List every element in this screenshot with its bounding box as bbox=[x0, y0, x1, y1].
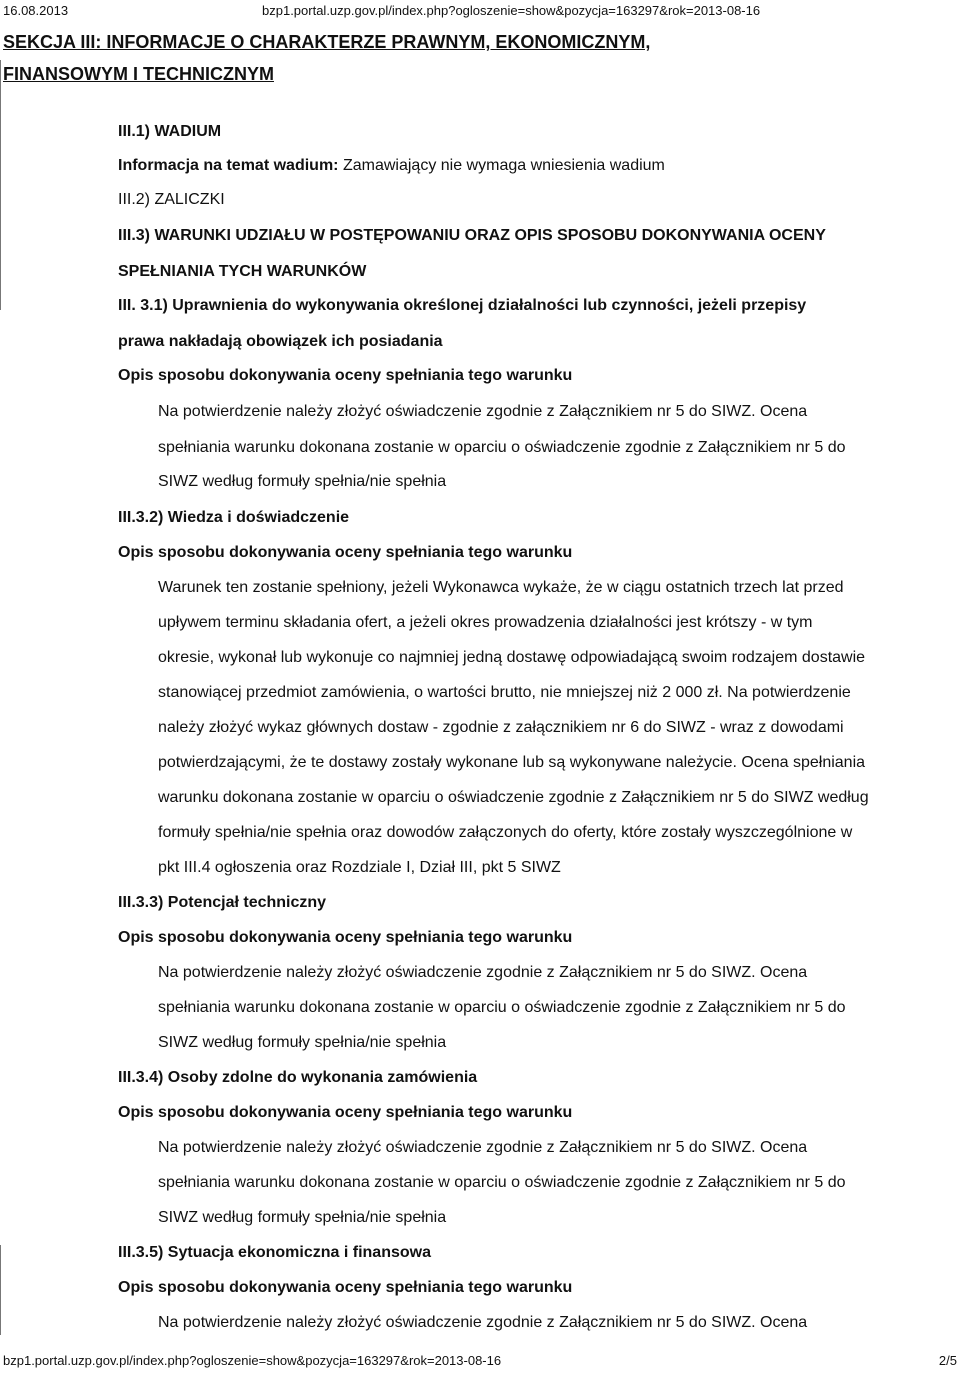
paragraph-line: pkt III.4 ogłoszenia oraz Rozdziale I, Dział III, pkt 5 SIWZ bbox=[158, 859, 561, 876]
paragraph-line: warunku dokonana zostanie w oparciu o oświadczenie zgodnie z Załącznikiem nr 5 do SIWZ według bbox=[158, 789, 869, 806]
paragraph-line: spełniania warunku dokonana zostanie w oparciu o oświadczenie zgodnie z Załącznikiem nr 5 do bbox=[158, 1174, 846, 1191]
paragraph-line: okresie, wykonał lub wykonuje co najmniej jedną dostawę odpowiadającą swoim rodzajem dostawie bbox=[158, 649, 866, 666]
paragraph-line: formuły spełnia/nie spełnia oraz dowodów załączonych do oferty, które zostały wyszczególnione w bbox=[158, 824, 853, 841]
paragraph-line: należy złożyć wykaz głównych dostaw - zgodnie z załącznikiem nr 6 do SIWZ - wraz z dowodami bbox=[158, 719, 844, 736]
paragraph-line: SIWZ według formuły spełnia/nie spełnia bbox=[158, 1034, 447, 1051]
heading-zaliczki: III.2) ZALICZKI bbox=[118, 191, 225, 208]
paragraph-line: Na potwierdzenie należy złożyć oświadczenie zgodnie z Załącznikiem nr 5 do SIWZ. Ocena bbox=[158, 964, 808, 981]
left-margin-rule bbox=[0, 60, 1, 310]
heading-warunki: III.3) WARUNKI UDZIAŁU W POSTĘPOWANIU ORAZ OPIS SPOSOBU DOKONYWANIA OCENY bbox=[118, 227, 826, 244]
page-number: 2/5 bbox=[938, 1353, 957, 1368]
wadium-info bbox=[118, 156, 665, 176]
section-title: SEKCJA III: INFORMACJE O CHARAKTERZE PRAWNYM, EKONOMICZNYM, bbox=[3, 32, 651, 52]
paragraph-line: Na potwierdzenie należy złożyć oświadczenie zgodnie z Załącznikiem nr 5 do SIWZ. Ocena bbox=[158, 403, 808, 420]
paragraph-line: spełniania warunku dokonana zostanie w oparciu o oświadczenie zgodnie z Załącznikiem nr 5 do bbox=[158, 999, 846, 1016]
opis-label: Opis sposobu dokonywania oceny spełniania tego warunku bbox=[118, 1104, 573, 1121]
paragraph-line: potwierdzającymi, że te dostawy zostały wykonane lub są wykonywane należycie. Ocena spełniania bbox=[158, 754, 866, 771]
heading-warunki-cont: SPEŁNIANIA TYCH WARUNKÓW bbox=[118, 263, 367, 280]
heading-3-4: III.3.4) Osoby zdolne do wykonania zamówienia bbox=[118, 1069, 478, 1086]
paragraph-line: SIWZ według formuły spełnia/nie spełnia bbox=[158, 1209, 447, 1226]
opis-label: Opis sposobu dokonywania oceny spełniania tego warunku bbox=[118, 929, 573, 946]
wadium-info-value: Zamawiający nie wymaga wniesienia wadium bbox=[342, 157, 665, 174]
paragraph-line: Warunek ten zostanie spełniony, jeżeli Wykonawca wykaże, że w ciągu ostatnich trzech lat przed bbox=[158, 579, 844, 596]
paragraph-line: stanowiącej przedmiot zamówienia, o wartości brutto, nie mniejszej niż 2 000 zł. Na potwierdzenie bbox=[158, 684, 851, 701]
paragraph-line: SIWZ według formuły spełnia/nie spełnia bbox=[158, 473, 447, 490]
section-title-cont: FINANSOWYM I TECHNICZNYM bbox=[3, 64, 274, 84]
paragraph-line: Na potwierdzenie należy złożyć oświadczenie zgodnie z Załącznikiem nr 5 do SIWZ. Ocena bbox=[158, 1139, 808, 1156]
heading-3-1: III. 3.1) Uprawnienia do wykonywania określonej działalności lub czynności, jeżeli przepisy bbox=[118, 297, 807, 314]
footer-url: bzp1.portal.uzp.gov.pl/index.php?ogloszenie=show&pozycja=163297&rok=2013-08-16 bbox=[3, 1353, 502, 1368]
opis-label: Opis sposobu dokonywania oceny spełniania tego warunku bbox=[118, 544, 573, 561]
opis-label: Opis sposobu dokonywania oceny spełniania tego warunku bbox=[118, 1279, 573, 1296]
wadium-info-label: Informacja na temat wadium: bbox=[118, 157, 339, 174]
print-url: bzp1.portal.uzp.gov.pl/index.php?ogloszenie=show&pozycja=163297&rok=2013-08-16 bbox=[262, 3, 761, 18]
paragraph-line: upływem terminu składania ofert, a jeżeli okres prowadzenia działalności jest krótszy - w tym bbox=[158, 614, 813, 631]
paragraph-line: spełniania warunku dokonana zostanie w oparciu o oświadczenie zgodnie z Załącznikiem nr 5 do bbox=[158, 439, 846, 456]
paragraph-line: Na potwierdzenie należy złożyć oświadczenie zgodnie z Załącznikiem nr 5 do SIWZ. Ocena bbox=[158, 1314, 808, 1331]
heading-3-2: III.3.2) Wiedza i doświadczenie bbox=[118, 509, 350, 526]
heading-wadium: III.1) WADIUM bbox=[118, 123, 222, 140]
heading-3-3: III.3.3) Potencjał techniczny bbox=[118, 894, 327, 911]
heading-3-5: III.3.5) Sytuacja ekonomiczna i finansowa bbox=[118, 1244, 431, 1261]
opis-label: Opis sposobu dokonywania oceny spełniania tego warunku bbox=[118, 367, 573, 384]
left-margin-rule bbox=[0, 1245, 1, 1335]
print-date: 16.08.2013 bbox=[3, 3, 69, 18]
heading-3-1-cont: prawa nakładają obowiązek ich posiadania bbox=[118, 333, 443, 350]
